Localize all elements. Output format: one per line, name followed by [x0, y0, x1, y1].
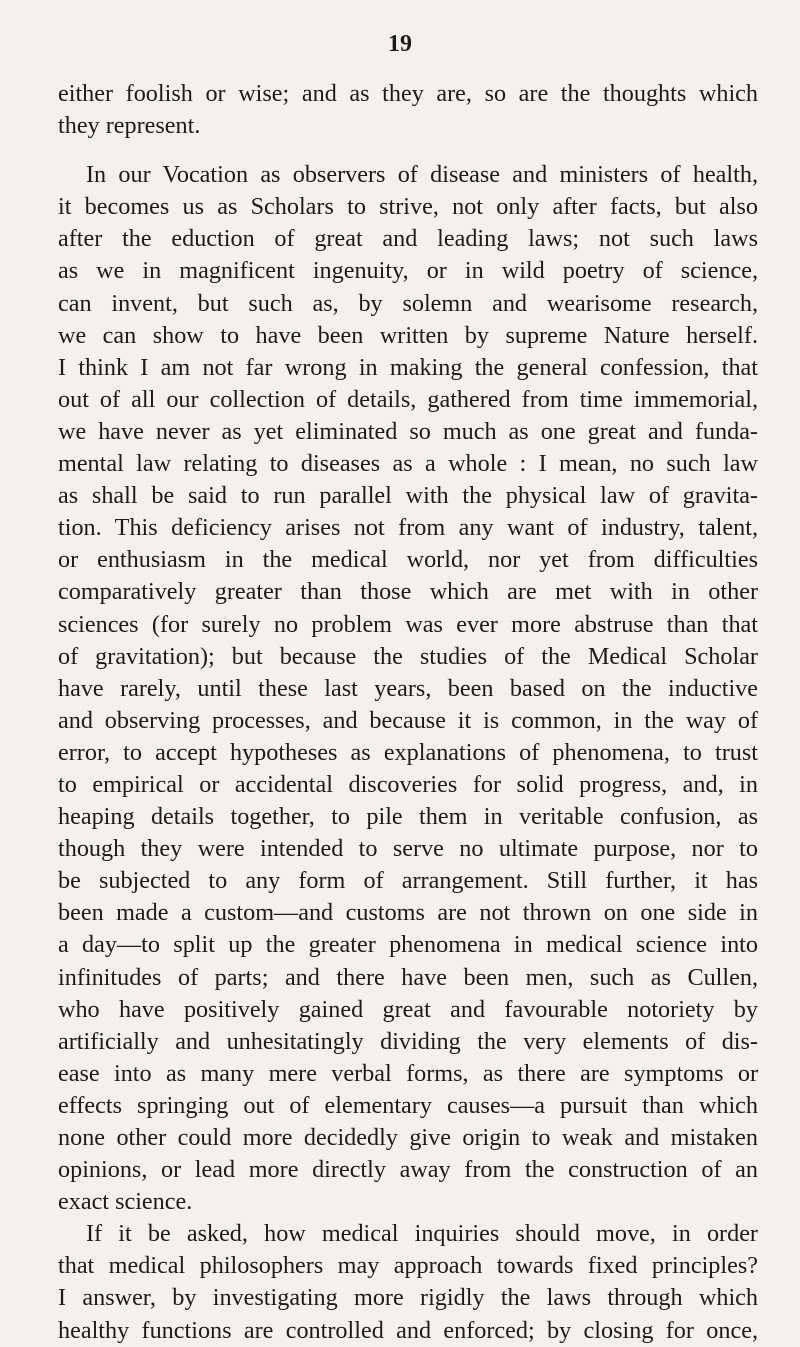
body-text: [58, 78, 758, 1347]
text-line: they represent.: [58, 112, 201, 140]
text-line: mental law relating to diseases as a whole : I mean, no such law: [58, 450, 758, 478]
text-line: If it be asked, how medical inquiries should move, in order: [86, 1220, 758, 1248]
text-line: out of all our collection of details, gathered from time immemorial,: [58, 385, 758, 413]
text-line: either foolish or wise; and as they are, so are the thoughts which: [58, 80, 758, 107]
paragraph: [58, 1218, 758, 1346]
text-line: a day—to split up the greater phenomena in medical science into: [58, 931, 758, 959]
text-line: In our Vocation as observers of disease and ministers of health,: [86, 161, 758, 189]
text-line: opinions, or lead more directly away from the construction of an: [58, 1156, 758, 1184]
text-line: ease into as many mere verbal forms, as there are symptoms or: [58, 1059, 758, 1087]
text-line: that medical philosophers may approach towards fixed principles?: [58, 1252, 758, 1280]
text-line: error, to accept hypotheses as explanations of phenomena, to trust: [58, 738, 758, 766]
text-line: heaping details together, to pile them in veritable confusion, as: [58, 803, 758, 831]
text-line: can invent, but such as, by solemn and wearisome research,: [58, 289, 758, 317]
text-line: infinitudes of parts; and there have been men, such as Cullen,: [58, 963, 758, 991]
text-line: of gravitation); but because the studies of the Medical Scholar: [58, 642, 758, 670]
text-line: though they were intended to serve no ultimate purpose, nor to: [58, 835, 758, 863]
text-line: who have positively gained great and favourable notoriety by: [58, 995, 758, 1023]
text-line: I answer, by investigating more rigidly the laws through which: [58, 1284, 758, 1312]
page-number: 19: [388, 31, 412, 57]
text-line: sciences (for surely no problem was ever more abstruse than that: [58, 610, 758, 638]
text-line: and observing processes, and because it is common, in the way of: [58, 706, 758, 734]
paragraph: [58, 78, 758, 142]
text-line: have rarely, until these last years, been based on the inductive: [58, 674, 758, 702]
paragraph-gap: [58, 142, 758, 159]
text-line: artificially and unhesitatingly dividing the very elements of dis-: [58, 1027, 758, 1055]
text-line: as shall be said to run parallel with the physical law of gravita-: [58, 482, 758, 510]
text-line: none other could more decidedly give origin to weak and mistaken: [58, 1124, 758, 1151]
text-line: tion. This deficiency arises not from any want of industry, talent,: [58, 514, 758, 542]
text-line: to empirical or accidental discoveries for solid progress, and, in: [58, 770, 758, 798]
text-line: or enthusiasm in the medical world, nor yet from difficulties: [58, 546, 758, 574]
paragraph: [58, 159, 758, 1218]
text-line: healthy functions are controlled and enforced; by closing for once,: [58, 1316, 758, 1344]
text-line: be subjected to any form of arrangement. Still further, it has: [58, 867, 758, 895]
text-line: exact science.: [58, 1188, 193, 1216]
text-line: we have never as yet eliminated so much as one great and funda-: [58, 417, 758, 445]
text-line: it becomes us as Scholars to strive, not only after facts, but also: [58, 193, 758, 221]
text-line: effects springing out of elementary causes—a pursuit than which: [58, 1091, 758, 1119]
text-line: as we in magnificent ingenuity, or in wild poetry of science,: [58, 257, 758, 285]
text-line: been made a custom—and customs are not thrown on one side in: [58, 899, 758, 927]
text-line: I think I am not far wrong in making the general confession, that: [58, 353, 758, 381]
text-line: comparatively greater than those which are met with in other: [58, 578, 758, 606]
text-line: after the eduction of great and leading laws; not such laws: [58, 225, 758, 253]
text-line: we can show to have been written by supreme Nature herself.: [58, 321, 758, 349]
